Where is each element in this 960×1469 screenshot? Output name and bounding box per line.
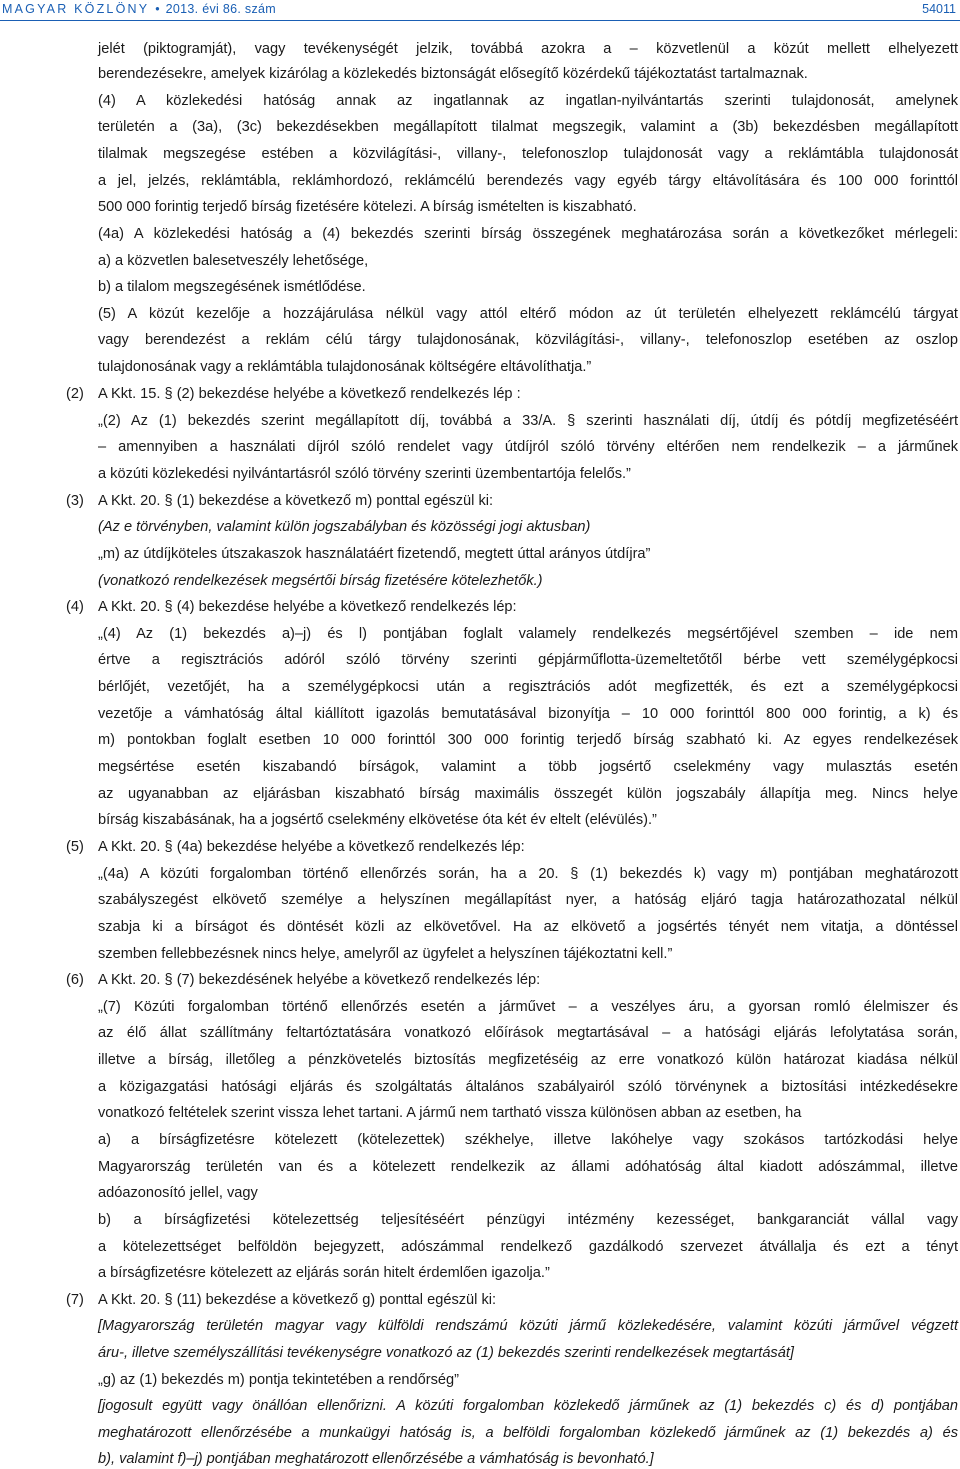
text-line: szabályszegést elkövető személye a helyszínen megállapítást nyer, a hatóság eljáró tagja határozathozatal nélkül [98,892,958,908]
text-line: a) a közvetlen balesetveszély lehetősége, [98,253,369,269]
amendment-number: (4) [66,599,84,615]
text-line: b) a tilalom megszegésének ismétlődése. [98,279,366,295]
text-line: az ugyanabban az eljárásban kiszabható bírság maximális összegét külön jogszabály állapítja meg. Nincs helye [98,786,958,802]
issue-label: 2013. évi 86. szám [165,2,276,16]
text-line: tilalmak megszegése estében a közvilágítási-, villany-, telefonoszlop tulajdonosát vagy a reklámtábla tulajdonosát [98,146,958,162]
text-line: a közigazgatási hatósági eljárás és szolgáltatás általános szabályairól szóló törvénynek a biztosítási intézkedésekre [98,1079,958,1095]
text-line: vezetője a vámhatóság által kiállított igazolás bemutatásával bizonyítja – 10 000 forinttól 800 000 forintig, a k) és [98,706,958,722]
header-rule [0,20,960,21]
text-line: áru-, illetve személyszállítási tevékenységre vonatkozó az (1) bekezdés szerinti rendelkezések megtartását] [98,1345,794,1361]
amendment-number: (3) [66,493,84,509]
text-line: a közúti közlekedési nyilvántartásról szóló törvény szerinti üzembentartója felelős.” [98,466,631,482]
text-line: „(4) Az (1) bekezdés a)–j) és l) pontjában foglalt valamely rendelkezés megsértőjével szemben – ide nem [98,626,958,642]
text-line: bérlőjét, vezetőjét, ha a személygépkocsi után a regisztrációs adót megfizették, és ezt a személygépkocsi [98,679,958,695]
amendment-number: (2) [66,386,84,402]
text-line: A Kkt. 15. § (2) bekezdése helyébe a következő rendelkezés lép : [98,386,521,402]
text-line: A Kkt. 20. § (1) bekezdése a következő m) ponttal egészül ki: [98,493,494,509]
text-line: az élő állat szállítmány feltartóztatására vonatkozó előírások megtartásával – a hatósági eljárás lefolytatása során, [98,1025,958,1041]
text-line: szemben fellebbezésnek nincs helye, amelyről az ügyfelet a helyszínen tájékoztatni kell.” [98,946,673,962]
text-line: (4) A közlekedési hatóság annak az ingatlannak az ingatlan-nyilvántartás szerinti tulajdonosát, amelynek [98,93,958,109]
text-line: A Kkt. 20. § (7) bekezdésének helyébe a következő rendelkezés lép: [98,972,541,988]
page-number: 54011 [922,2,956,16]
text-line: meghatározott ellenőrzésébe a munkaügyi hatóság is, a belföldi forgalomban közlekedő járműnek az (1) bekezdés a) és [98,1425,958,1441]
text-line: a kötelezettséget belföldön bejegyzett, adószámmal rendelkező gazdálkodó szervezet átvállalja és ezt a tényt [98,1239,958,1255]
amendment-number: (7) [66,1292,84,1308]
text-line: a) a bírságfizetésre kötelezett (kötelezettek) székhelye, illetve lakóhelye vagy szokásos tartózkodási helye [98,1132,958,1148]
amendment-number: (5) [66,839,84,855]
text-line: tulajdonosának vagy a reklámtábla tulajdonosának költségére eltávolíthatja.” [98,359,592,375]
text-line: értve a regisztrációs adóról szóló törvény szerinti gépjárműflotta-üzemeltetőtől bérbe vett személygépkocsi [98,652,958,668]
page-header [0,0,960,22]
text-line: b) a bírságfizetési kötelezettség teljesítéséért pénzügyi intézmény kezességet, bankgaranciát vállal vagy [98,1212,958,1228]
text-line: területén a (3a), (3c) bekezdésekben megállapított tilalmat megszegik, valamint a (3b) bekezdésben megállapított [98,119,958,135]
text-line: „(7) Közúti forgalomban történő ellenőrzés esetén a járművet – a veszélyes áru, a gyorsan romló élelmiszer és [98,999,958,1015]
text-line: megsértése esetén kiszabandó bírságok, valamint a több jogsértő cselekmény vagy mulasztás esetén [98,759,958,775]
text-line: a bírságfizetésre kötelezett az eljárás során hitelt érdemlően igazolja.” [98,1265,550,1281]
text-line: adóazonosító jellel, vagy [98,1185,258,1201]
text-line: (vonatkozó rendelkezések megsértői bírság fizetésére kötelezhetők.) [98,573,543,589]
text-line: (4a) A közlekedési hatóság a (4) bekezdés szerinti bírság összegének meghatározása során a következőket mérlegeli: [98,226,958,242]
text-line: (Az e törvényben, valamint külön jogszabályban és közösségi jogi aktusban) [98,519,591,535]
text-line: „g) az (1) bekezdés m) pontja tekintetében a rendőrség” [98,1372,459,1388]
text-line: b), valamint f)–j) pontjában meghatározott ellenőrzésébe a vámhatóság is bevonható.] [98,1451,654,1467]
text-line: „(2) Az (1) bekezdés szerint megállapított díj, továbbá a 33/A. § szerinti használati díj, útdíj és pótdíj megfizetéséért [98,413,958,429]
text-line: (5) A közút kezelője a hozzájárulása nélkül vagy attól eltérő módon az út területén elhelyezett reklámcélú tárgyat [98,306,958,322]
text-line: berendezésekre, amelyek kizárólag a közlekedés biztonságát elősegítő közérdekű tájékoztatást tartalmaznak. [98,66,808,82]
text-line: A Kkt. 20. § (4a) bekezdése helyébe a következő rendelkezés lép: [98,839,525,855]
journal-title [2,2,276,16]
text-line: vagy berendezést a reklám célú tárgy tulajdonosának, közvilágítási-, villany-, telefonoszlop esetében az oszlop [98,332,958,348]
journal-name: MAGYAR KÖZLÖNY [2,2,150,16]
text-line: A Kkt. 20. § (4) bekezdése helyébe a következő rendelkezés lép: [98,599,517,615]
text-line: a jel, jelzés, reklámtábla, reklámhordozó, reklámcélú berendezés vagy egyéb tárgy eltávolítására és 100 000 forinttól [98,173,958,189]
text-line: bírság kiszabásának, ha a jogsértő cselekmény elkövetése óta két év eltelt (elévülés).” [98,812,657,828]
text-line: [jogosult együtt vagy önállóan ellenőrizni. A közúti forgalomban közlekedő járműnek az (1) bekezdés c) és d) pontjában [98,1398,958,1414]
text-line: 500 000 forintig terjedő bírság fizetésére kötelezi. A bírság ismételten is kiszabható. [98,199,637,215]
text-line: [Magyarország területén magyar vagy külföldi rendszámú közúti jármű közlekedésére, valamint közúti járművel végzett [98,1318,958,1334]
text-line: szabja ki a bírságot és döntését közli az elkövetővel. Ha az elkövető a jogsértés tényét nem vitatja, a döntéssel [98,919,958,935]
text-line: jelét (piktogramját), vagy tevékenységét jelzik, továbbá azokra a – közvetlenül a közút mellett elhelyezett [98,41,958,57]
text-line: „(4a) A közúti forgalomban történő ellenőrzés során, ha a 20. § (1) bekezdés k) vagy m) pontjában meghatározott [98,866,958,882]
text-line: m) pontokban foglalt esetben 10 000 forinttól 300 000 forintig terjedő bírság szabható ki. Az egyes rendelkezések [98,732,958,748]
amendment-number: (6) [66,972,84,988]
text-line: „m) az útdíjköteles útszakaszok használatáért fizetendő, megtett úttal arányos útdíjra” [98,546,651,562]
text-line: Magyarország területén van és a kötelezett rendelkezik az állami adóhatóság által kiadott adószámmal, illetve [98,1159,958,1175]
text-line: A Kkt. 20. § (11) bekezdése a következő g) ponttal egészül ki: [98,1292,497,1308]
text-line: vonatkozó feltételek szerint vissza lehet tartani. A jármű nem tartható vissza különösen abban az esetben, ha [98,1105,802,1121]
bullet-separator: • [155,2,160,16]
text-line: illetve a bírság, illetőleg a pénzkövetelés biztosítás megfizetéséig az erre vonatkozó külön határozat kiadása nélkül [98,1052,958,1068]
text-line: – amennyiben a használati díjról szóló rendelet vagy útdíjról szóló törvény eltérően nem rendelkezik – a járműnek [98,439,958,455]
